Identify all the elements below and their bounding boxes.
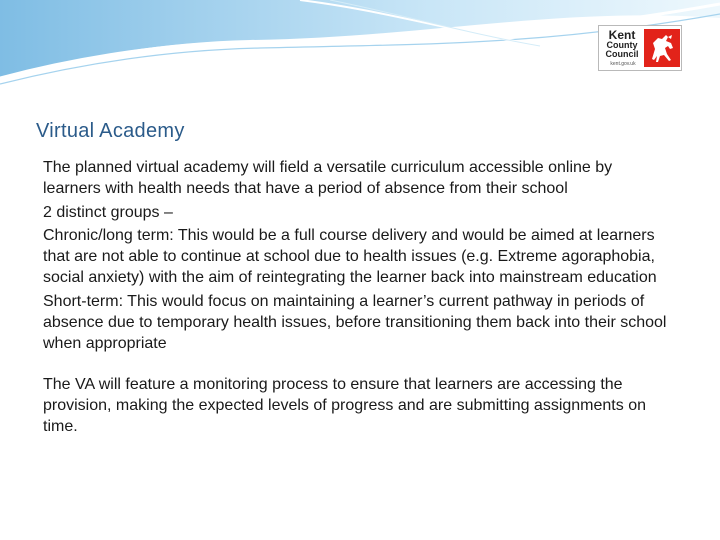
body-paragraph: 2 distinct groups – bbox=[43, 203, 173, 221]
slide-title: Virtual Academy bbox=[36, 120, 185, 142]
logo-tagline: kent.gov.uk bbox=[610, 61, 636, 67]
body-paragraph: The planned virtual academy will field a versatile curriculum accessible online by learners with health needs that have a period of absence from their school bbox=[43, 159, 613, 197]
body-paragraph: Chronic/long term: This would be a full course delivery and would be aimed at learners that are not able to continue at school due to health issues (e.g. Extreme agoraphobia, social anxiety) with the aim of reintegrating the learner back into mainstream education bbox=[43, 227, 657, 286]
logo-line-kent: Kent bbox=[608, 28, 636, 42]
logo-line-council: Council bbox=[605, 49, 639, 59]
logo-line-county: County bbox=[606, 40, 638, 50]
body-paragraph: Short-term: This would focus on maintaining a learner’s current pathway in periods of absence due to temporary health issues, before transitioning them back into their school when appropriate bbox=[43, 292, 667, 352]
white-horse-icon bbox=[644, 29, 680, 67]
body-paragraph: The VA will feature a monitoring process to ensure that learners are accessing the provision, making the expected levels of progress and are submitting assignments on time. bbox=[43, 375, 646, 435]
logo-wordmark bbox=[604, 29, 640, 59]
kent-county-council-logo bbox=[598, 25, 682, 71]
slide-body bbox=[43, 157, 673, 439]
